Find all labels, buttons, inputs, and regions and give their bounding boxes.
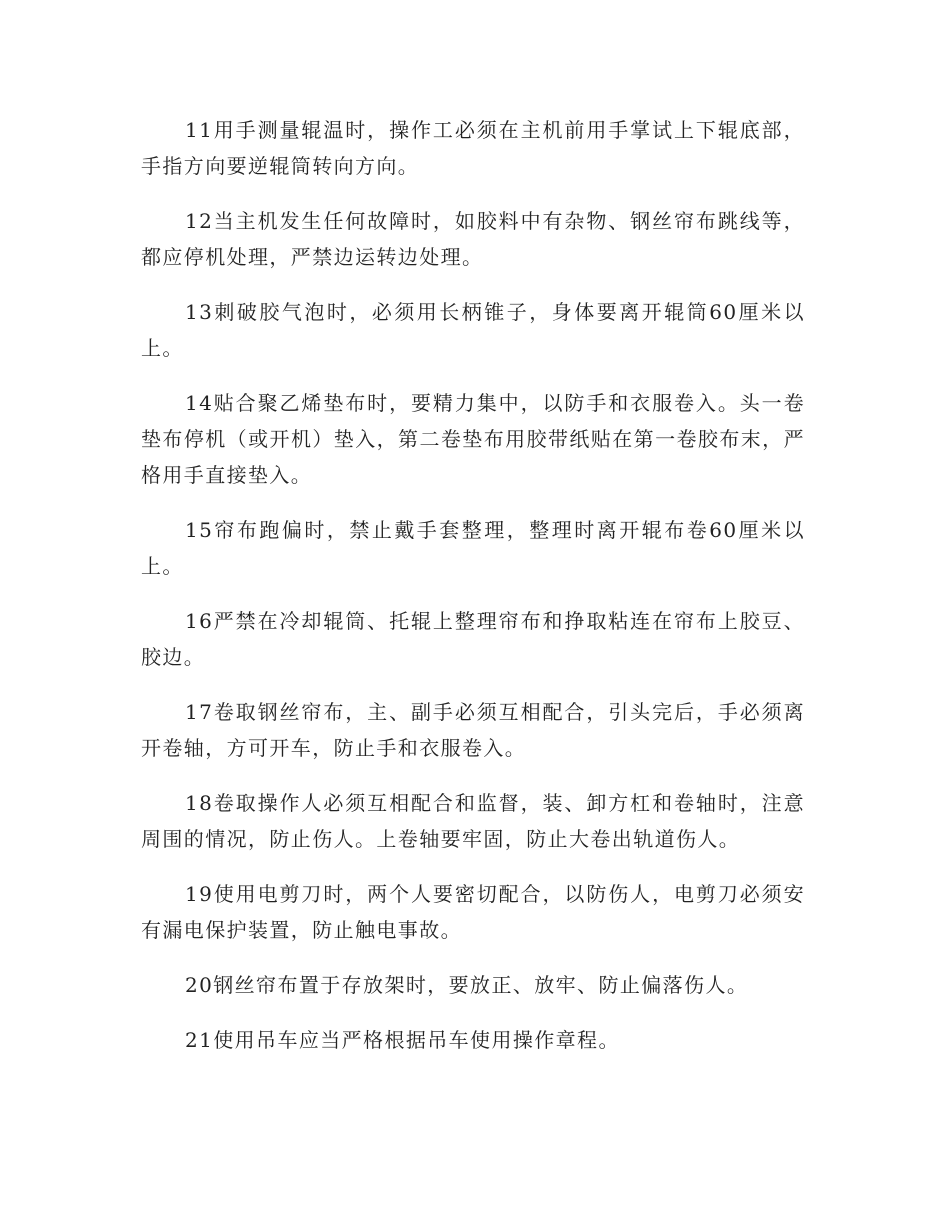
paragraph-16: 16严禁在冷却辊筒、托辊上整理帘布和挣取粘连在帘布上胶豆、胶边。 (141, 609, 805, 669)
paragraph-15: 15帘布跑偏时，禁止戴手套整理，整理时离开辊布卷60厘米以上。 (141, 518, 805, 578)
paragraph-11: 11用手测量辊温时，操作工必须在主机前用手掌试上下辊底部，手指方向要逆辊筒转向方向。 (141, 118, 805, 178)
paragraph-17: 17卷取钢丝帘布，主、副手必须互相配合，引头完后，手必须离开卷轴，方可开车，防止手和衣服卷入。 (141, 700, 805, 760)
paragraph-12: 12当主机发生任何故障时，如胶料中有杂物、钢丝帘布跳线等，都应停机处理，严禁边运转边处理。 (141, 209, 805, 269)
document-body (141, 112, 805, 1077)
paragraph-18: 18卷取操作人必须互相配合和监督，装、卸方杠和卷轴时，注意周围的情况，防止伤人。上卷轴要牢固，防止大卷出轨道伤人。 (141, 791, 805, 851)
paragraph-20: 20钢丝帘布置于存放架时，要放正、放牢、防止偏落伤人。 (185, 973, 749, 997)
paragraph-13: 13刺破胶气泡时，必须用长柄锥子，身体要离开辊筒60厘米以上。 (141, 300, 805, 360)
paragraph-14: 14贴合聚乙烯垫布时，要精力集中，以防手和衣服卷入。头一卷垫布停机（或开机）垫入，第二卷垫布用胶带纸贴在第一卷胶布末，严格用手直接垫入。 (141, 391, 805, 487)
paragraph-21: 21使用吊车应当严格根据吊车使用操作章程。 (185, 1028, 620, 1052)
paragraph-19: 19使用电剪刀时，两个人要密切配合，以防伤人，电剪刀必须安有漏电保护装置，防止触电事故。 (141, 882, 805, 942)
